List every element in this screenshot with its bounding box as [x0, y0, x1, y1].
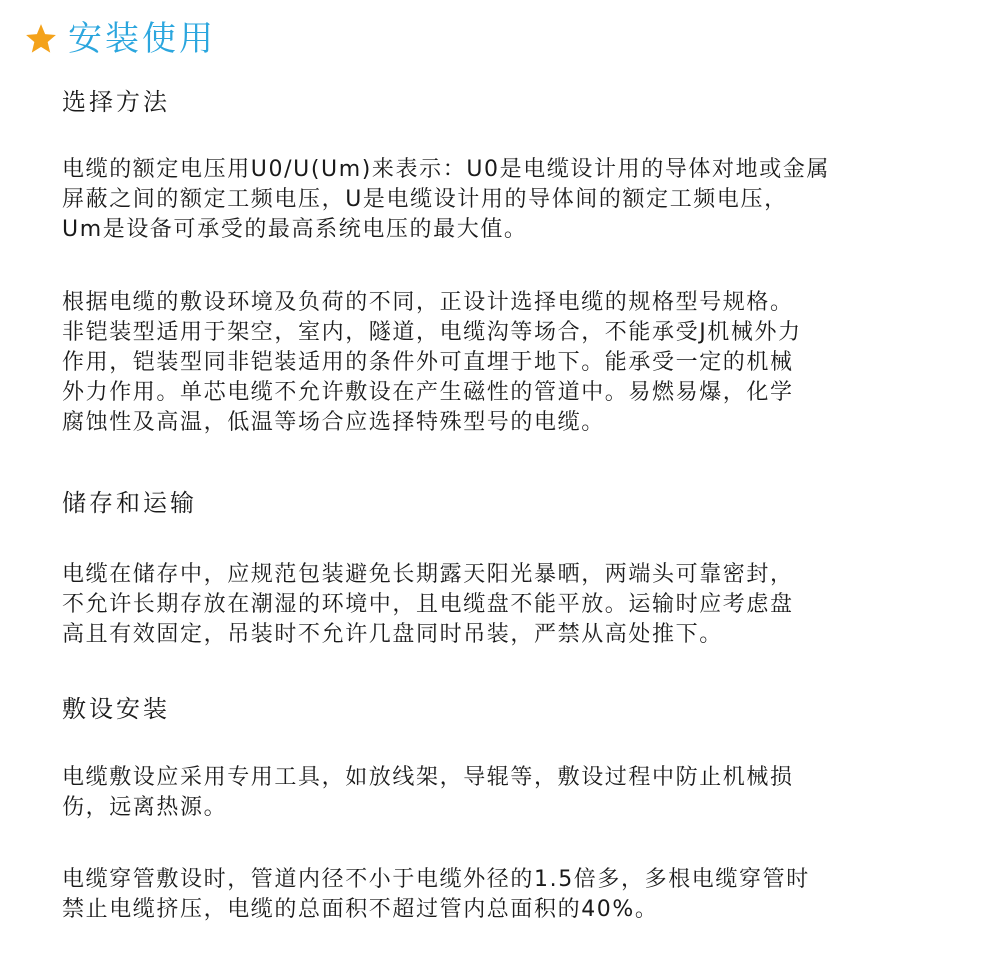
paragraph-conduit-laying [62, 865, 810, 925]
page-title: 安装使用 [68, 19, 216, 59]
section-heading-selection: 选择方法 [62, 88, 170, 116]
paragraph-rated-voltage [62, 155, 830, 245]
title-row [24, 14, 216, 64]
paragraph-line: 电缆的额定电压用U0/U(Um)来表示：U0是电缆设计用的导体对地或金属 [62, 157, 831, 182]
paragraph-line: 伤，远离热源。 [62, 795, 228, 820]
paragraph-line: 非铠装型适用于架空，室内，隧道，电缆沟等场合，不能承受J机械外力 [62, 320, 802, 345]
paragraph-line: Um是设备可承受的最高系统电压的最大值。 [62, 217, 528, 242]
paragraph-line: 外力作用。单芯电缆不允许敷设在产生磁性的管道中。易燃易爆，化学 [62, 380, 794, 405]
section-heading-installation: 敷设安装 [62, 695, 170, 723]
section-heading-storage: 储存和运输 [62, 489, 197, 517]
paragraph-line: 腐蚀性及高温，低温等场合应选择特殊型号的电缆。 [62, 410, 605, 435]
paragraph-line: 高且有效固定，吊装时不允许几盘同时吊装，严禁从高处推下。 [62, 622, 723, 647]
paragraph-line: 电缆在储存中，应规范包装避免长期露天阳光暴晒，两端头可靠密封， [62, 562, 794, 587]
paragraph-line: 电缆穿管敷设时，管道内径不小于电缆外径的1.5倍多，多根电缆穿管时 [62, 867, 810, 892]
paragraph-line: 电缆敷设应采用专用工具，如放线架，导辊等，敷设过程中防止机械损 [62, 765, 794, 790]
paragraph-line: 不允许长期存放在潮湿的环境中，且电缆盘不能平放。运输时应考虑盘 [62, 592, 794, 617]
star-icon [24, 22, 58, 56]
paragraph-cable-selection [62, 288, 802, 438]
paragraph-line: 禁止电缆挤压，电缆的总面积不超过管内总面积的40%。 [62, 897, 659, 922]
paragraph-line: 根据电缆的敷设环境及负荷的不同，正设计选择电缆的规格型号规格。 [62, 290, 794, 315]
paragraph-laying-tools [62, 763, 794, 823]
paragraph-line: 屏蔽之间的额定工频电压，U是电缆设计用的导体间的额定工频电压， [62, 187, 788, 212]
paragraph-line: 作用，铠装型同非铠装适用的条件外可直埋于地下。能承受一定的机械 [62, 350, 794, 375]
paragraph-storage-transport [62, 560, 794, 650]
